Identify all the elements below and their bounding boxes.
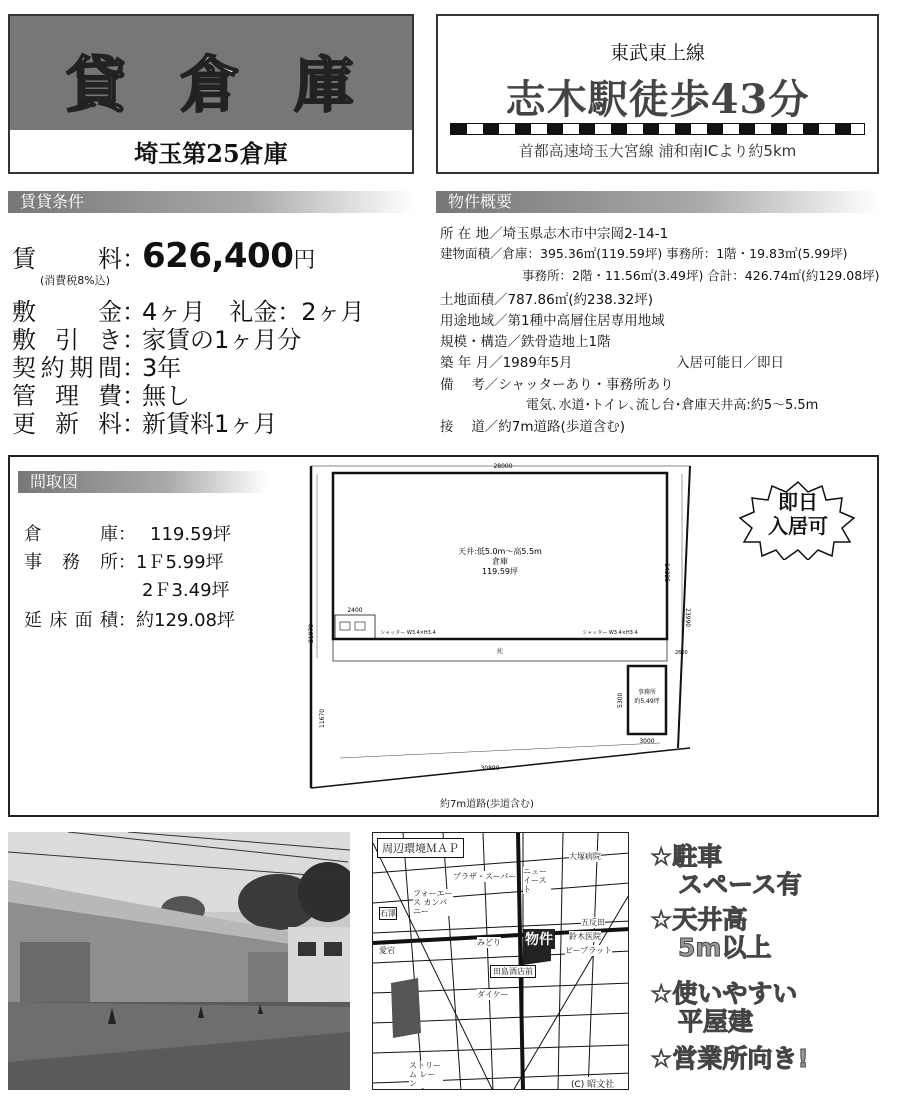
dim-right-inner: 14325	[663, 563, 670, 583]
dim-office-w: 3000	[639, 738, 655, 745]
rail-track-graphic	[450, 123, 865, 135]
map-place: プラザ・スーパー	[453, 872, 517, 881]
overview-line: 入居可能日／即日	[676, 355, 784, 371]
terms-label: 管理費	[12, 382, 122, 410]
terms-label: 契約期間	[12, 354, 122, 382]
dim-bottom: 30890	[480, 765, 500, 772]
area-value: 2Ｆ3.49坪	[142, 580, 230, 601]
area-row	[142, 576, 230, 602]
overview-line: 用途地域／第1種中高層住居専用地域	[440, 313, 665, 329]
map-copyright: (C) 昭文社	[571, 1077, 614, 1090]
feature-line: ☆営業所向き!	[650, 1044, 809, 1073]
highway-access: 首都高速埼玉大宮線 浦和南ICより約5km	[518, 142, 797, 160]
area-label: 事務所	[24, 552, 118, 573]
dim-eaves: 2600	[675, 650, 688, 656]
terms-value: 4ヶ月 礼金：2ヶ月	[142, 298, 365, 326]
access-box	[436, 14, 879, 174]
warehouse-label: 倉庫	[492, 557, 508, 566]
map-place: ピープラット	[565, 946, 613, 955]
eaves-label: 庇	[496, 648, 504, 655]
area-row: 倉 庫 ： 119.59坪	[24, 520, 231, 546]
terms-value: 家賃の1ヶ月分	[142, 326, 302, 354]
feature-item	[650, 1045, 809, 1073]
property-name: 埼玉第25倉庫	[10, 130, 412, 172]
dim-right-outer: 23990	[684, 608, 691, 628]
map-place: 愛宕	[379, 946, 395, 955]
terms-value: 3年	[142, 354, 182, 382]
dim-office-h: 5300	[617, 692, 624, 708]
overview-line: 土地面積／787.86㎡(約238.32坪)	[440, 292, 654, 308]
feature-item	[650, 980, 797, 1036]
dim-top: 28000	[493, 463, 513, 470]
map-place: 五反田	[581, 918, 605, 927]
feature-line: 5m以上	[678, 933, 772, 962]
map-place: みどり	[477, 938, 501, 947]
terms-row: 契約期間 ： 3年	[12, 348, 181, 383]
map-property-label: 物件	[523, 929, 555, 949]
area-row: 延床面積 ： 約129.08坪	[24, 606, 235, 632]
map-place: ニュー イースト	[523, 867, 551, 894]
office-area-label: 約5.49坪	[634, 698, 660, 705]
terms-label: 敷引き	[12, 326, 122, 354]
terms-row: 敷 金 ： 4ヶ月 礼金：2ヶ月	[12, 292, 365, 327]
move-in-badge	[738, 480, 858, 560]
overview-line: 建物面積／倉庫：395.36㎡(119.59坪) 事務所：1階・19.83㎡(5.99坪)	[440, 246, 848, 261]
terms-row: 敷引き ： 家賃の1ヶ月分	[12, 320, 301, 355]
terms-value: 無し	[142, 382, 190, 410]
floor-plan-drawing	[280, 458, 730, 816]
title-banner	[10, 16, 412, 130]
terms-row: 管理費 ： 無し	[12, 376, 190, 411]
road-label: 約7m道路(歩道含む)	[440, 799, 534, 810]
feature-line: スペース有	[678, 870, 802, 899]
map-place: ストリーム レーン	[409, 1061, 441, 1088]
overview-heading: 物件概要	[436, 191, 879, 213]
area-map	[372, 832, 629, 1090]
area-value: 119.59坪	[150, 524, 231, 545]
badge-line1: 即日	[778, 490, 818, 514]
terms-row: 更新料 ： 新賃料1ヶ月	[12, 404, 277, 439]
terms-label: 更新料	[12, 410, 122, 438]
shutter-left-label: シャッター W3.4×H3.4	[380, 630, 436, 636]
overview-line: 備 考／シャッターあり・事務所あり	[440, 377, 674, 393]
warehouse-ceiling-label: 天井:低5.0m～高5.5m	[458, 547, 542, 556]
feature-item	[650, 906, 771, 962]
area-row: 事務所 ： 1Ｆ5.99坪	[24, 548, 224, 574]
rent-unit: 円	[293, 248, 316, 273]
overview-line: 接 道／約7m道路(歩道含む)	[440, 419, 626, 435]
floor-plan-heading: 間取図	[18, 471, 268, 493]
feature-line: ☆駐車	[650, 842, 723, 871]
terms-label: 敷 金	[12, 298, 122, 326]
feature-line: 平屋建	[678, 1007, 754, 1036]
map-place: 鈴木医院	[569, 932, 601, 941]
map-title: 周辺環境ＭＡＰ	[377, 838, 464, 858]
area-value: 1Ｆ5.99坪	[136, 552, 224, 573]
rent-value: 626,400	[142, 236, 294, 276]
map-place: ダイケー	[477, 990, 509, 999]
feature-line: ☆使いやすい	[650, 979, 798, 1008]
title-box	[8, 14, 414, 174]
title-char: 貸	[66, 51, 128, 121]
dim-left-lower: 11670	[319, 708, 326, 728]
map-place: 石澤	[380, 909, 396, 918]
area-label: 延床面積	[24, 610, 118, 631]
feature-line: ☆天井高	[650, 905, 748, 934]
overview-line: 事務所：2階・11.56㎡(3.49坪) 合計：426.74㎡(約129.08坪)	[522, 268, 880, 283]
listing-type-title	[10, 38, 412, 124]
rent-label: 賃 料	[12, 245, 122, 273]
area-label: 倉 庫	[24, 524, 118, 545]
shutter-right-label: シャッター W3.4×H3.4	[582, 630, 638, 636]
tax-note: (消費税8%込)	[40, 274, 111, 287]
map-place: 田島酒店前	[490, 965, 536, 978]
overview-line: 規模・構造／鉄骨造地上1階	[440, 334, 611, 350]
train-line: 東武東上線	[609, 42, 705, 64]
office-label: 事務所	[637, 689, 657, 696]
dim-toilet: 2400	[347, 607, 363, 614]
badge-line2: 入居可	[768, 514, 828, 538]
overview-line: 築 年 月／1989年5月	[440, 355, 573, 371]
rental-terms-heading: 賃貸条件	[8, 191, 414, 213]
overview-line: 所 在 地／埼玉県志木市中宗岡2-14-1	[440, 226, 669, 242]
terms-value: 新賃料1ヶ月	[142, 410, 278, 438]
area-value: 約129.08坪	[136, 610, 235, 631]
station-walk: 志木駅徒歩43分	[505, 76, 810, 123]
warehouse-photo	[8, 832, 350, 1090]
title-char: 庫	[294, 51, 356, 121]
map-place: フォーエース カンパニー	[413, 889, 453, 916]
title-char: 倉	[180, 51, 242, 121]
dim-left: 21970	[308, 623, 315, 643]
overview-line: 電気､水道･トイレ､流し台･倉庫天井高:約5～5.5m	[526, 398, 819, 413]
feature-item	[650, 843, 802, 899]
rent-row: 賃 料 ： 626,400 円	[12, 236, 316, 276]
map-place: 大塚病院	[569, 852, 601, 861]
warehouse-area-label: 119.59坪	[482, 567, 518, 576]
